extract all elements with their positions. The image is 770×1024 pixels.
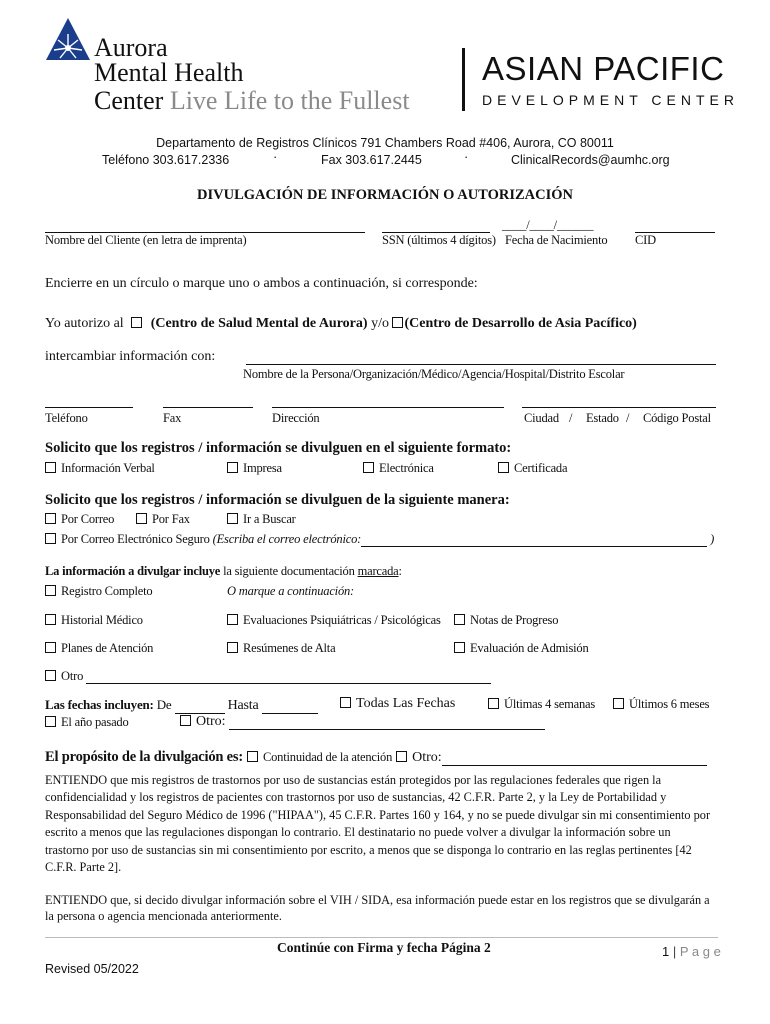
ssn-field[interactable] [382, 218, 490, 233]
fax-label: Fax [163, 411, 182, 425]
legal-paragraph-1: ENTIENDO que mis registros de trastornos por uso de sustancias están protegidos por las regulaciones federales que rigen la confidencialidad y los registros de pacientes con trastornos por uso de sustancias, 42 C.F.R. Parte 2, y la Ley de Portabilidad y Responsabilidad del Seguro Médico de 1996 ("HIPAA"), 45 C.F.R. Partes 160 y 164, y no se puede divulgar sin mi consentimiento por escrito a menos que las regulaciones dispongan lo contrario. El destinatario no puede volver a divulgar la información sobre un trastorno por uso de sustancias sin mi consentimiento por escrito, a menos que se disponga lo contrario en las reglas pertinentes [42 C.F.R. Parte 2]. [45, 773, 711, 875]
last-year-label: El año pasado [61, 715, 129, 729]
legal-paragraph-2: ENTIENDO que, si decido divulgar información sobre el VIH / SIDA, esa información puede estar en los registros que se divulgarán a la persona o agencia mencionada anteriormente. [45, 893, 710, 923]
info-heading [45, 564, 402, 579]
intake-label: Evaluación de Admisión [470, 641, 589, 655]
info-other-field[interactable] [86, 671, 491, 684]
aurora-logo-line1: Aurora [94, 33, 168, 62]
info-other-checkbox[interactable] [45, 670, 56, 681]
dob-label: Fecha de Nacimiento [505, 233, 608, 247]
info-other-label: Otro [61, 669, 84, 683]
revised-date: Revised 05/2022 [45, 962, 139, 976]
secure-email-field[interactable] [361, 534, 707, 547]
complete-label: Registro Completo [61, 584, 153, 598]
progress-notes-label: Notas de Progreso [470, 613, 559, 627]
exchange-label: intercambiar información con: [45, 349, 216, 364]
logo-divider [462, 48, 465, 111]
care-plans-checkbox[interactable] [45, 642, 56, 653]
aurora-star-icon [44, 16, 92, 62]
dates-to-label: Hasta [227, 698, 259, 713]
ssn-label: SSN (últimos 4 dígitos) [382, 233, 496, 247]
apdc-checkbox[interactable] [392, 317, 403, 328]
page-word: P a g e [679, 944, 721, 959]
contact-phone: Teléfono 303.617.2336 [102, 153, 230, 167]
complete-checkbox[interactable] [45, 585, 56, 596]
dates-last4[interactable] [488, 697, 595, 712]
dates-other-checkbox[interactable] [180, 715, 191, 726]
tagline: Live Life to the Fullest [169, 86, 410, 115]
date-to-field[interactable] [262, 701, 318, 714]
city-label: Ciudad [524, 411, 559, 425]
care-plans-label: Planes de Atención [61, 641, 154, 655]
phone-label: Teléfono [45, 411, 88, 425]
manner-pickup[interactable] [227, 512, 296, 527]
info-progress-notes[interactable] [454, 613, 558, 628]
psych-evals-label: Evaluaciones Psiquiátricas / Psicológicas [243, 613, 441, 627]
discharge-checkbox[interactable] [227, 642, 238, 653]
all-dates-label: Todas Las Fechas [356, 696, 456, 711]
aurora-option: (Centro de Salud Mental de Aurora) [150, 316, 368, 331]
secure-email-hint: (Escriba el correo electrónico: [212, 532, 362, 546]
secure-email-checkbox[interactable] [45, 533, 56, 544]
discharge-label: Resúmenes de Alta [243, 641, 336, 655]
verbal-label: Información Verbal [61, 461, 155, 475]
continuity-checkbox[interactable] [247, 751, 258, 762]
dates-other-field[interactable] [229, 717, 545, 730]
date-from-field[interactable] [175, 701, 225, 714]
format-heading: Solicito que los registros / información se divulguen en el siguiente formato: [45, 440, 512, 456]
dob-field[interactable]: ____/____/______ [502, 218, 594, 232]
certified-checkbox[interactable] [498, 462, 509, 473]
manner-secure-email[interactable] [45, 532, 714, 547]
footer-divider [45, 937, 718, 938]
print-label: Impresa [243, 461, 282, 475]
purpose-label: El propósito de la divulgación es: [45, 749, 243, 765]
info-psych-evals[interactable] [227, 613, 441, 628]
info-heading-bold: La información a divulgar incluye [45, 564, 221, 578]
last6-label: Últimos 6 meses [629, 697, 710, 711]
intake-checkbox[interactable] [454, 642, 465, 653]
continue-note: Continúe con Firma y fecha Página 2 [277, 940, 491, 955]
format-certified[interactable] [498, 461, 567, 476]
medical-history-label: Historial Médico [61, 613, 143, 627]
dates-all[interactable] [340, 696, 455, 712]
info-discharge[interactable] [227, 641, 335, 656]
mail-label: Por Correo [61, 512, 115, 526]
aurora-logo [44, 16, 464, 116]
address-label: Dirección [272, 411, 320, 425]
mail-checkbox[interactable] [45, 513, 56, 524]
medical-history-checkbox[interactable] [45, 614, 56, 625]
cid-label: CID [635, 233, 656, 247]
page-num: 1 [662, 944, 670, 959]
all-dates-checkbox[interactable] [340, 697, 351, 708]
contact-fax: Fax 303.617.2445 [321, 153, 422, 167]
sep-2: / [626, 411, 630, 425]
state-label: Estado [586, 411, 619, 425]
fax-field[interactable] [163, 395, 253, 408]
last-year-checkbox[interactable] [45, 716, 56, 727]
purpose-other-checkbox[interactable] [396, 751, 407, 762]
authorize-prefix: Yo autorizo al [45, 316, 124, 331]
fax-option-label: Por Fax [152, 512, 190, 526]
print-checkbox[interactable] [227, 462, 238, 473]
instructions: Encierre en un círculo o marque uno o ambos a continuación, si corresponde: [45, 276, 478, 291]
manner-mail[interactable] [45, 512, 114, 527]
page-sep: | [672, 944, 677, 959]
bullet-2: · [464, 149, 469, 164]
dates-last6[interactable] [613, 697, 709, 712]
verbal-checkbox[interactable] [45, 462, 56, 473]
phone-field[interactable] [45, 395, 133, 408]
bullet-1: · [273, 149, 278, 164]
info-complete[interactable] [45, 584, 152, 599]
contact-email: ClinicalRecords@aumhc.org [511, 153, 670, 167]
format-electronic[interactable] [363, 461, 434, 476]
info-heading-colon: : [398, 564, 402, 578]
aurora-logo-line3: Center [94, 86, 164, 115]
fax-checkbox[interactable] [136, 513, 147, 524]
format-verbal[interactable] [45, 461, 155, 476]
zip-label: Código Postal [643, 411, 711, 425]
secure-email-label: Por Correo Electrónico Seguro [61, 532, 210, 546]
aurora-logo-line2: Mental Health [94, 58, 244, 87]
info-other[interactable] [45, 669, 491, 684]
address-field[interactable] [272, 395, 504, 408]
electronic-label: Electrónica [379, 461, 434, 475]
dates-from-label: De [156, 697, 172, 712]
progress-notes-checkbox[interactable] [454, 614, 465, 625]
format-print[interactable] [227, 461, 282, 476]
dates-last-year[interactable] [45, 715, 129, 730]
psych-evals-checkbox[interactable] [227, 614, 238, 625]
city-state-zip-field[interactable] [522, 395, 716, 408]
info-intake[interactable] [454, 641, 589, 656]
dates-row [45, 697, 318, 714]
recipient-name-label: Nombre de la Persona/Organización/Médico/Agencia/Hospital/Distrito Escolar [243, 367, 625, 381]
info-care-plans[interactable] [45, 641, 153, 656]
client-name-label: Nombre del Cliente (en letra de imprenta) [45, 233, 247, 247]
pickup-checkbox[interactable] [227, 513, 238, 524]
aurora-checkbox[interactable] [131, 317, 142, 328]
purpose-other-field[interactable] [442, 753, 707, 766]
last6-checkbox[interactable] [613, 698, 624, 709]
secure-email-end: ) [710, 532, 715, 546]
cid-field[interactable] [635, 218, 715, 233]
authorize-connector: y/o [371, 316, 389, 331]
dates-label: Las fechas incluyen: [45, 697, 154, 712]
dates-other[interactable] [180, 714, 545, 730]
recipient-name-field[interactable] [246, 350, 716, 365]
continuity-label: Continuidad de la atención [262, 750, 393, 764]
apdc-logo [482, 50, 752, 108]
or-mark-label: O marque a continuación: [227, 584, 355, 598]
form-title: DIVULGACIÓN DE INFORMACIÓN O AUTORIZACIÓN [197, 187, 573, 203]
last4-label: Últimas 4 semanas [504, 697, 596, 711]
purpose-other-label: Otro: [412, 750, 442, 765]
last4-checkbox[interactable] [488, 698, 499, 709]
info-heading-rest: la siguiente documentación [223, 564, 355, 578]
electronic-checkbox[interactable] [363, 462, 374, 473]
dates-other-label: Otro: [196, 714, 226, 729]
apdc-logo-line1: ASIAN PACIFIC [482, 50, 725, 87]
certified-label: Certificada [514, 461, 568, 475]
page-number [662, 944, 721, 959]
apdc-option: (Centro de Desarrollo de Asia Pacífico) [404, 316, 637, 331]
info-heading-marked: marcada [357, 564, 399, 578]
pickup-label: Ir a Buscar [243, 512, 296, 526]
manner-fax[interactable] [136, 512, 190, 527]
client-name-field[interactable] [45, 218, 365, 233]
purpose-row [45, 748, 707, 766]
apdc-logo-line2: DEVELOPMENT CENTER [482, 92, 739, 108]
sep-1: / [569, 411, 573, 425]
authorize-line [45, 316, 637, 332]
manner-heading: Solicito que los registros / información se divulguen de la siguiente manera: [45, 492, 510, 508]
dept-address: Departamento de Registros Clínicos 791 Chambers Road #406, Aurora, CO 80011 [156, 136, 614, 150]
info-medical-history[interactable] [45, 613, 143, 628]
